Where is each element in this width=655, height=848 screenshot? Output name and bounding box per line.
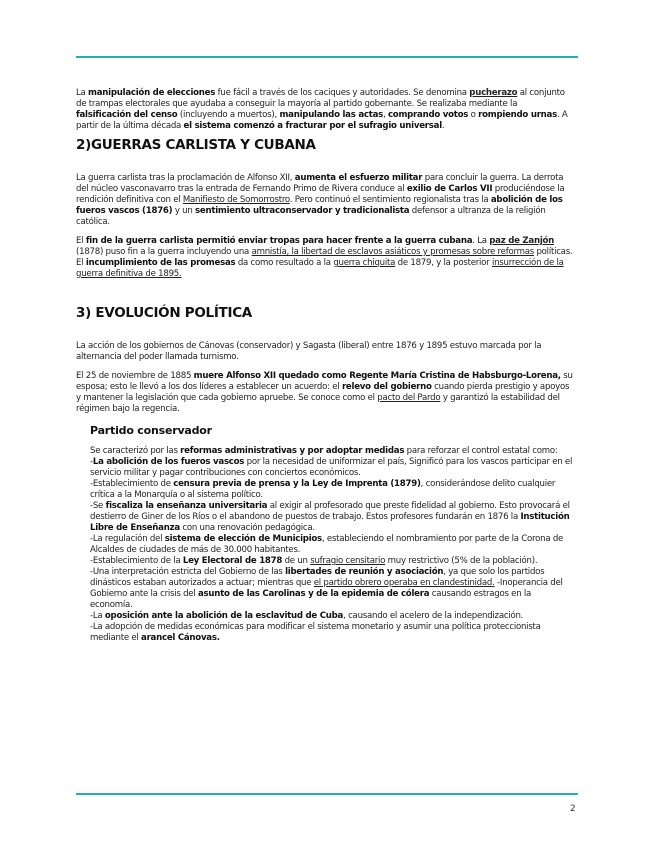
bold-text: exilio de Carlos VII <box>406 184 493 194</box>
bold-text: fiscaliza la enseñanza universitaria <box>105 501 268 511</box>
partido-conservador-section <box>76 425 574 644</box>
text: políticas. El <box>76 247 573 268</box>
text: -Una interpretación estricta del Gobierno de las <box>90 567 286 577</box>
text: - <box>90 457 93 467</box>
paragraph-pucherazo <box>76 88 574 132</box>
text: de 1879, y la posterior <box>395 258 492 268</box>
text: cuando pierda prestigio y apoyos y mantener la legislación que cada gobierno apruebe. Se conoce como el <box>76 382 570 403</box>
underlined-text: Manifiesto de Somorrostro <box>182 195 290 205</box>
underlined-text: paz de Zanjón <box>489 236 555 246</box>
text: La <box>76 88 89 98</box>
list-item <box>90 556 574 567</box>
text: con una renovación pedagógica. <box>179 523 315 533</box>
text: para reforzar el control estatal como: <box>404 446 558 456</box>
bold-text: aumenta el esfuerzo militar <box>294 173 423 183</box>
text: al exigir al profesorado que preste fidelidad al gobierno. Esto provocará el destierro de Giner de los Ríos o el abandono de puestos de trabajo. Estos profesores fundarán en 1876 la <box>90 501 570 522</box>
text: da como resultado a la <box>235 258 334 268</box>
bold-text: fin de la guerra carlista permitió enviar tropas para hacer frente a la guerra cubana <box>85 236 473 246</box>
text: y garantizó la estabilidad del régimen bajo la regencia. <box>76 393 560 414</box>
bold-text: La abolición de los fueros vascos <box>92 457 245 467</box>
bold-text: el sistema comenzó a fracturar por el sufragio universal <box>183 121 442 131</box>
bold-text: incumplimiento de las promesas <box>85 258 236 268</box>
paragraph-guerra-cubana <box>76 236 574 280</box>
text: , considerándose delito cualquier crítica a la Monarquía o al sistema político. <box>90 479 556 500</box>
text: . Pero continuó el sentimiento regionalista tras la <box>289 195 491 205</box>
text: muy restrictivo (5% de la población). <box>385 556 538 566</box>
text: El 25 de noviembre de 1885 <box>76 371 194 381</box>
text: o <box>468 110 479 120</box>
text: , causando el acelero de la independización. <box>343 611 524 621</box>
bold-text: censura previa de prensa y la Ley de Imprenta (1879) <box>173 479 421 489</box>
text: , <box>382 110 388 120</box>
bold-text: falsificación del censo <box>76 110 178 120</box>
bold-text: manipulando las actas <box>279 110 383 120</box>
bold-text: reformas administrativas y por adoptar medidas <box>180 446 405 456</box>
text: de un <box>282 556 311 566</box>
section-heading-guerras: 2)GUERRAS CARLISTA Y CUBANA <box>76 137 316 153</box>
text: -Se <box>90 501 106 511</box>
paragraph-turnismo: La acción de los gobiernos de Cánovas (conservador) y Sagasta (liberal) entre 1876 y 1895 estuvo marcada por la alternancia del poder llamada turnismo. <box>76 341 542 362</box>
underlined-text: pucherazo <box>469 88 518 98</box>
page-number: 2 <box>570 804 576 814</box>
bold-text: relevo del gobierno <box>341 382 432 392</box>
bold-text: comprando votos <box>387 110 469 120</box>
text: defensor a ultranza de la religión católica. <box>76 206 546 227</box>
text: y un <box>172 206 196 216</box>
text: -Inoperancia del Gobierno ante la crisis del <box>90 578 563 599</box>
paragraph-regencia <box>76 371 574 415</box>
underlined-text: guerra chiquita <box>333 258 396 268</box>
text: -La adopción de medidas económicas para modificar el sistema monetario y asumir una política proteccionista mediante el <box>90 622 541 643</box>
text: (incluyendo a muertos), <box>177 110 280 120</box>
text: para concluir la guerra. La derrota del núcleo vasconavarro tras la entrada de Fernando Primo de Rivera conduce al <box>76 173 564 194</box>
underlined-text: sufragio censitario <box>310 556 386 566</box>
text: -Establecimiento de la <box>90 556 183 566</box>
text: -Establecimiento de <box>90 479 174 489</box>
text: al conjunto de trampas electorales que ayudaba a conseguir la mayoría al partido gobernante. Se realizaba mediante la <box>76 88 565 109</box>
list-item <box>90 534 574 556</box>
list-item <box>90 457 574 479</box>
header-rule <box>76 56 578 58</box>
list-intro <box>90 446 574 457</box>
text: , estableciendo el nombramiento por parte de la Corona de Alcaldes de ciudades de más de 30.000 habitantes. <box>90 534 564 555</box>
bold-text: arancel Cánovas. <box>141 633 220 643</box>
bold-text: oposición ante la abolición de la esclavitud de Cuba <box>104 611 344 621</box>
bold-text: libertades de reunión y asociación <box>285 567 444 577</box>
document-body <box>76 88 574 644</box>
underlined-text: pacto del Pardo <box>377 393 441 403</box>
underlined-text: insurrección de la guerra definitiva de 1895. <box>76 258 564 279</box>
text: por la necesidad de uniformizar el país, Significó para los vascos participar en el servicio militar y pagar contribuciones con conciertos económicos. <box>90 457 573 478</box>
text: La guerra carlista tras la proclamación de Alfonso XII, <box>76 173 295 183</box>
list-item <box>90 501 574 534</box>
underlined-text: amnistía, la libertad de esclavos asiáticos y promesas sobre reformas <box>251 247 534 257</box>
bold-text: sentimiento ultraconservador y tradicionalista <box>195 206 410 216</box>
text: -La regulación del <box>90 534 165 544</box>
text: . <box>441 121 445 131</box>
bold-text: rompiendo urnas <box>478 110 557 120</box>
list-item <box>90 622 574 644</box>
text: fue fácil a través de los caciques y autoridades. Se denomina <box>215 88 470 98</box>
text: causando estragos en la economía. <box>90 589 532 610</box>
footer-rule <box>76 793 578 795</box>
bold-text: abolición de los fueros vascos (1876) <box>76 195 563 216</box>
bold-text: muere Alfonso XII quedado como Regente María Cristina de Habsburgo-Lorena, <box>193 371 561 381</box>
text: su esposa; esto le llevó a los dos líderes a establecer un acuerdo: el <box>76 371 573 392</box>
bold-text: manipulación de elecciones <box>88 88 216 98</box>
text: El <box>76 236 86 246</box>
list-item <box>90 479 574 501</box>
bold-text: Institución Libre de Enseñanza <box>90 512 570 533</box>
bold-text: asunto de las Carolinas y de la epidemia de cólera <box>197 589 430 599</box>
text: produciéndose la rendición definitiva con el <box>76 184 565 205</box>
underlined-text: el partido obrero operaba en clandestinidad. <box>313 578 495 588</box>
bold-text: Ley Electoral de 1878 <box>182 556 283 566</box>
list-item <box>90 567 574 611</box>
text: . La <box>472 236 490 246</box>
section-heading-evolucion: 3) EVOLUCIÓN POLÍTICA <box>76 305 252 321</box>
text: (1878) puso fin a la guerra incluyendo una <box>76 247 252 257</box>
paragraph-guerra-carlista <box>76 173 574 228</box>
text: -La <box>90 611 105 621</box>
text: , ya que solo los partidos dinásticos estaban autorizados a actuar; mientras que <box>90 567 545 588</box>
subsection-heading: Partido conservador <box>90 424 212 437</box>
text: Se caracterizó por las <box>90 446 181 456</box>
bold-text: sistema de elección de Municipios <box>164 534 322 544</box>
list-item <box>90 611 574 622</box>
text: . A partir de la última década <box>76 110 568 131</box>
